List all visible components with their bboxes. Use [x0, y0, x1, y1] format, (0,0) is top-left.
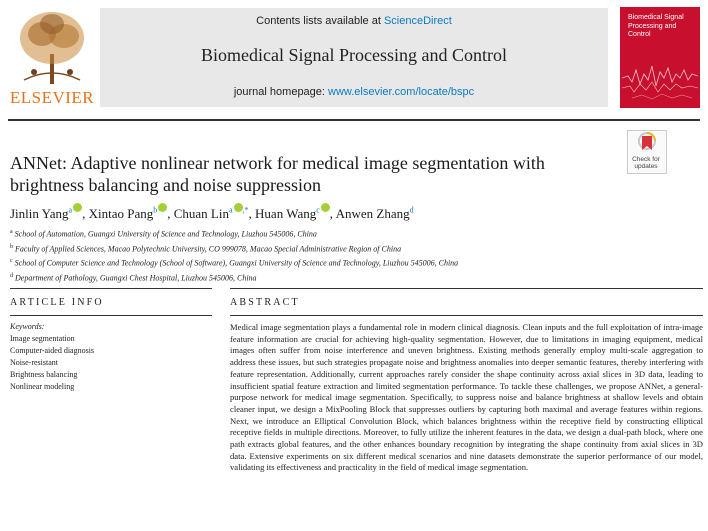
contents-line — [100, 15, 608, 27]
orcid-icon[interactable] — [321, 203, 330, 212]
article-info-heading: ARTICLE INFO — [10, 297, 104, 308]
affiliation: $^a$ School of Automation, Guangxi University of Science and Technology, Liuzhou 545006, China — [10, 229, 317, 239]
keyword: Noise-resistant — [10, 358, 58, 367]
abstract-rule-bottom — [230, 315, 703, 316]
orcid-icon[interactable] — [158, 203, 167, 212]
author[interactable]: Xintao Pang$^b$ , — [89, 206, 171, 221]
author[interactable]: Anwen Zhang$^d$ — [335, 206, 414, 222]
crossmark-label-line1: Check for — [632, 156, 660, 163]
affiliation: $^d$ Department of Pathology, Guangxi Chest Hospital, Liuzhou 545006, China — [10, 272, 257, 283]
header-divider — [8, 119, 700, 121]
homepage-prefix: journal homepage: — [233, 86, 325, 98]
abstract-rule — [230, 288, 703, 289]
journal-title[interactable]: Biomedical Signal Processing and Control — [201, 45, 507, 65]
abstract-heading: ABSTRACT — [230, 297, 300, 308]
cover-signal-graphic — [622, 48, 698, 104]
abstract-body: Medical image segmentation plays a fundamental role in modern clinical diagnosis. Clean inputs and the full exploitation of intra-image feature information are crucial for achieving high-quality segmentation. However, due to limitations in imaging equipment, medical images often suffer from noise interference and uneven brightness. Existing methods generally employ multi-scale aggregation to address these issues, but such strategies propagate noise and brightness anomalies into deeper semantic features, thereby interfering with feature representation. Additionally, current approaches rarely consider the shape continuity across axial slices in 3D data, leading to insufficient spatial feature extraction and limited segmentation performance. To tackle these challenges, we propose ANNet, a general-purpose network for medical image segmentation. Specifically, to suppress noise and balance brightness at shallow levels and obtain cleaner input, we design a MixPooling Block that suppresses outliers by capturing both maximal and average features within regions. Next, we introduce an Elliptical Convolution Block, which balances brightness within the receptive field by constructing elliptical receptive fields in multiple directions. Moreover, to fully utilize the inherent features in the data, we design a dual-path block, where one path extracts global features, and the other enhances boundary recognition by integrating the shape continuity from axial slices in 3D data. Extensive experiments on six different medical scenarios and nine datasets demonstrate the superior performance of our model, validating its effectiveness and practicality in the field of medical image segmentation. — [230, 322, 703, 473]
keyword: Nonlinear modeling — [10, 382, 75, 391]
keyword: Brightness balancing — [10, 370, 78, 379]
article-title — [10, 152, 610, 196]
author[interactable]: Jinlin Yang$^a$ , — [10, 206, 85, 221]
crossmark-label-line2: updates — [634, 163, 658, 170]
orcid-icon[interactable] — [73, 203, 82, 212]
publisher-name: ELSEVIER — [9, 88, 95, 107]
orcid-icon[interactable] — [234, 203, 243, 212]
crossmark-label — [627, 156, 665, 170]
homepage-line — [100, 86, 608, 98]
author[interactable]: Huan Wang$^c$ , — [255, 206, 333, 221]
article-title-line2: brightness balancing and noise suppression — [10, 175, 321, 195]
article-title-line1: ANNet: Adaptive nonlinear network for medical image segmentation with — [10, 153, 545, 173]
keywords-label: Keywords: — [10, 322, 45, 331]
affiliations — [10, 226, 670, 285]
keyword: Image segmentation — [10, 334, 75, 343]
journal-homepage-link[interactable]: www.elsevier.com/locate/bspc — [328, 86, 475, 98]
author[interactable]: Chuan Lin$^a$ ,*, — [174, 206, 252, 221]
elsevier-tree-icon — [14, 6, 90, 86]
article-info-rule — [10, 288, 212, 289]
article-info-rule-bottom — [10, 315, 212, 316]
cover-title: Biomedical Signal Processing and Control — [628, 14, 684, 38]
crossmark-icon — [638, 132, 656, 154]
contents-prefix: Contents lists available at — [256, 15, 381, 27]
author-list — [10, 204, 630, 222]
affiliation: $^b$ Faculty of Applied Sciences, Macao Polytechnic University, CO 999078, Macao Special Administrative Region of China — [10, 243, 402, 254]
affiliation: $^c$ School of Computer Science and Technology (School of Software), Guangxi University of Science and Technology, Liuzhou 545006, China — [10, 258, 459, 268]
keyword: Computer-aided diagnosis — [10, 346, 95, 355]
sciencedirect-link[interactable]: ScienceDirect — [383, 15, 452, 27]
